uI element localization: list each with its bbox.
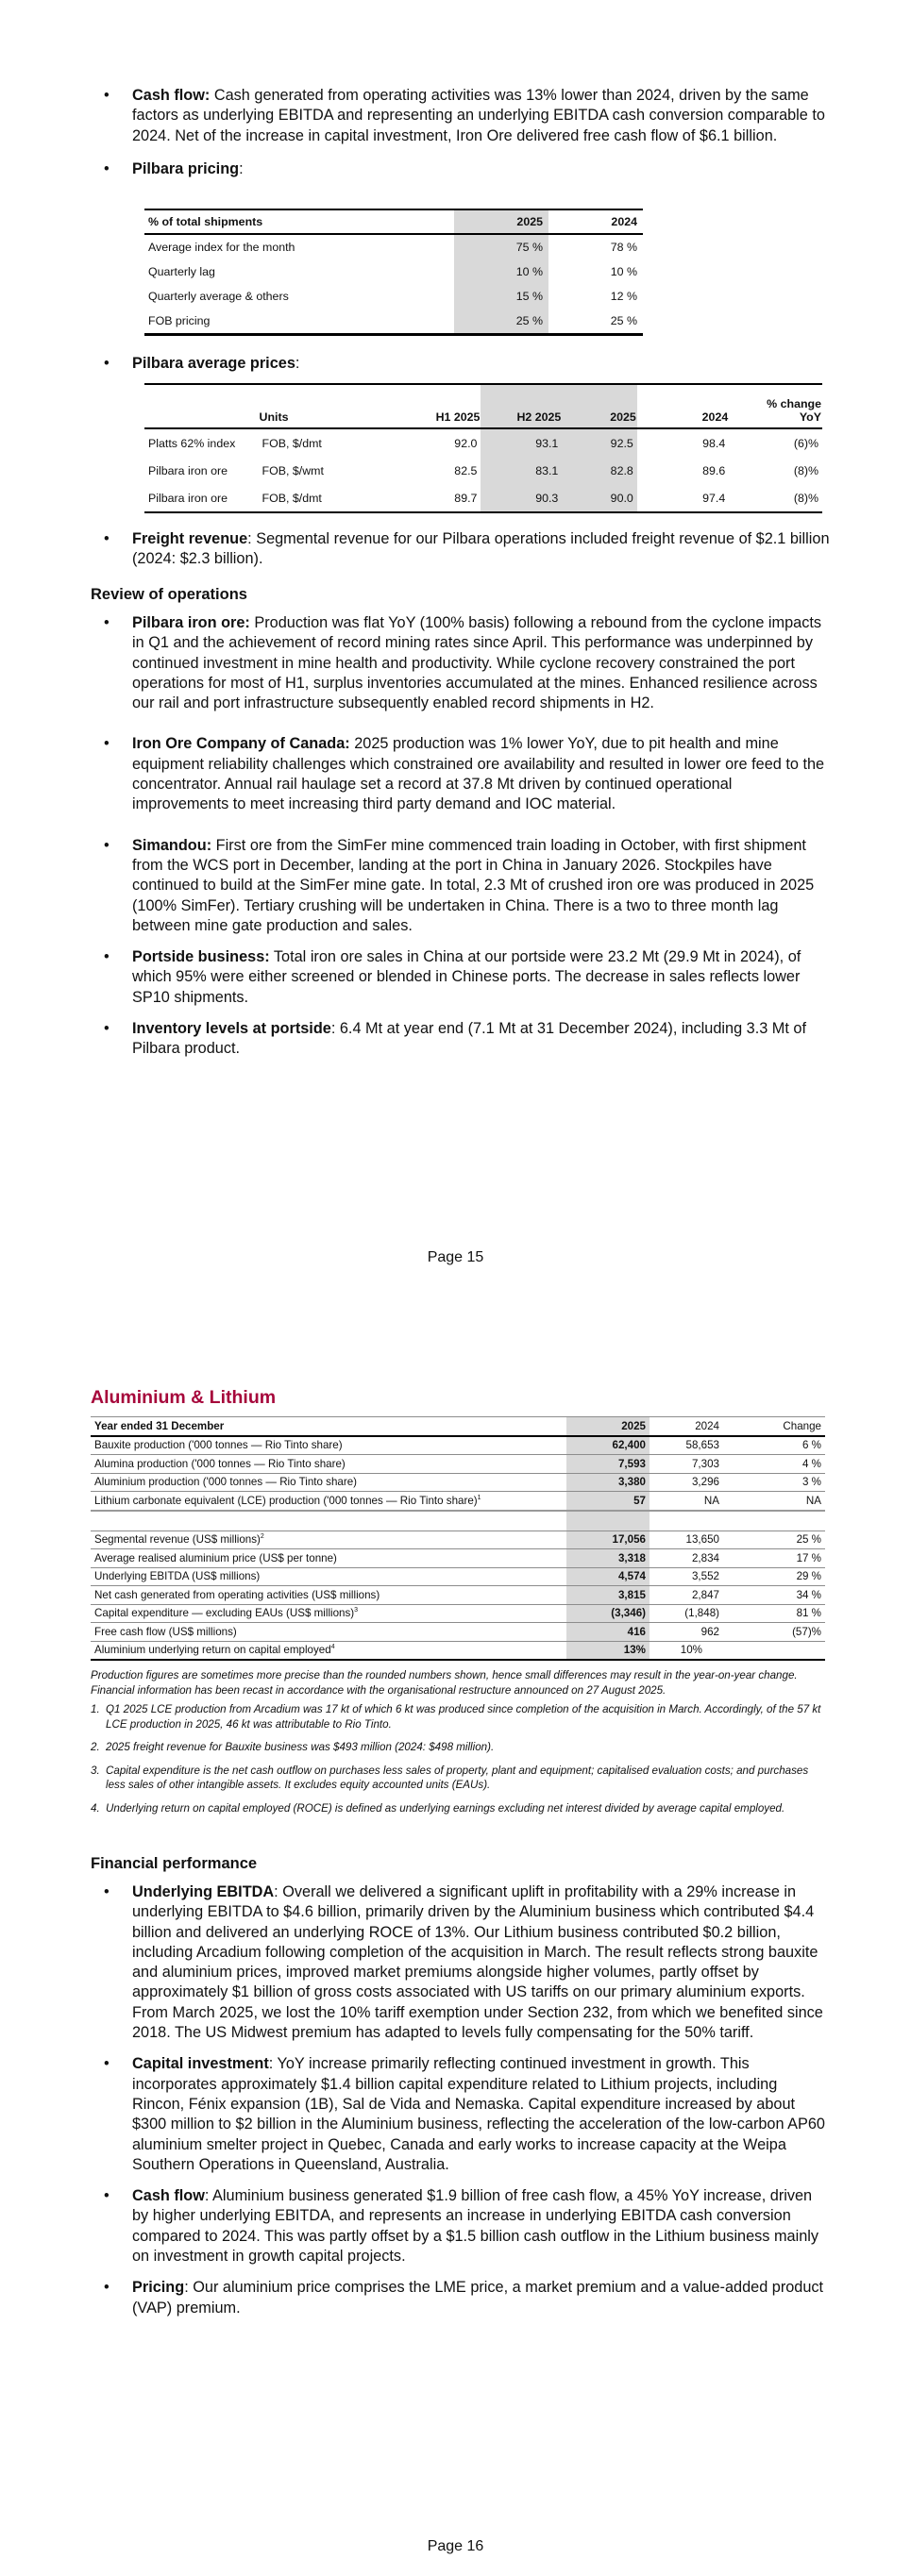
col-header-line2: YoY [799, 410, 821, 424]
row-label [91, 1473, 566, 1492]
footnote-number: 1. [91, 1703, 100, 1715]
cell: (8)% [793, 491, 818, 505]
bullet-capital-investment [91, 2054, 832, 2175]
bullet-label: Portside business: [132, 948, 270, 966]
table-header-row [91, 1417, 825, 1436]
col-header: 2024 [611, 215, 637, 228]
bullet-cash-flow [91, 86, 832, 146]
bullet-label: Capital investment [132, 2055, 269, 2073]
bullet-inventory-levels [91, 1019, 832, 1060]
cell-2025: 3,318 [566, 1549, 650, 1568]
col-header: 2025 [562, 384, 636, 428]
bullet-text: : Overall we delivered a significant uplift in profitability with a 29% increase in underlying EBITDA to $4.6 billion, primarily driven by the Aluminium business which contributed $4.4 billion and delivered an underlying ROCE of 13%. Our Lithium business contributed $0.2 billion, including Arcadium following completion of the acquisition in March. The result reflects strong bauxite and aluminium prices, improved market premiums alongside higher volumes, partly offset by approximately $1 billion of gross costs associated with US tariffs on our primary aluminium exports. From March 2025, we lost the 10% tariff exemption under Section 232, from which we benefited since 2018. The US Midwest premium has adapted to levels fully compensating for the 50% tariff. [132, 1883, 823, 2042]
cell: 10 % [610, 265, 637, 278]
spacer-row [91, 1511, 825, 1531]
col-header: % of total shipments [148, 215, 263, 228]
col-header: 2024 [650, 1417, 723, 1436]
col-header-line1: % change [767, 397, 821, 410]
bullet-label: Cash flow: [132, 87, 211, 104]
cell: 82.5 [454, 463, 478, 477]
cell-change: 6 % [723, 1436, 825, 1455]
cell-change: 3 % [723, 1473, 825, 1492]
table-row [91, 1604, 825, 1623]
bullet-pilbara-iron-ore [91, 613, 832, 713]
cell: 75 % [454, 234, 548, 259]
aluminium-lithium-table [91, 1416, 825, 1661]
col-header: H1 2025 [435, 410, 481, 424]
label-text: Average realised aluminium price (US$ per tonne) [94, 1551, 337, 1564]
cell: Quarterly average & others [148, 290, 289, 303]
footnote-number: 4. [91, 1801, 100, 1815]
cell: Pilbara iron ore [148, 463, 228, 477]
cell-2024: 962 [650, 1623, 723, 1642]
cell-2025: 62,400 [566, 1436, 650, 1455]
bullet-label: Pilbara average prices [132, 355, 295, 372]
cell: 83.1 [481, 457, 562, 484]
label-text: Aluminium production ('000 tonnes — Rio Tinto share) [94, 1476, 358, 1489]
cell: 92.5 [562, 428, 636, 457]
cell: FOB pricing [148, 314, 211, 327]
col-header: 2025 [454, 209, 548, 234]
cell-2024: NA [650, 1492, 723, 1511]
table-header-row [144, 384, 822, 428]
footnote-ref: 3 [354, 1607, 359, 1614]
cell-change: 81 % [723, 1604, 825, 1623]
cell-2024: 3,296 [650, 1473, 723, 1492]
cell: 92.0 [454, 436, 478, 450]
cell: 89.6 [702, 463, 726, 477]
bullet-text: : Aluminium business generated $1.9 billion of free cash flow, a 45% YoY increase, driven by higher underlying EBITDA, and represents an increase in underlying EBITDA cash conversion compared to 2024. This was partly offset by a $1.5 billion cash outflow in the Lithium business mainly on investment in growth capital projects. [132, 2187, 819, 2266]
row-label [91, 1604, 566, 1623]
bullet-portside-business [91, 947, 832, 1008]
bullet-suffix: : [239, 159, 244, 177]
cell-change [723, 1641, 825, 1660]
footnote-text: Capital expenditure is the net cash outflow on purchases less sales of property, plant and equipment; capitalised evaluation costs; and purchases less sales of other intangible assets. It excludes equity accounted units (EAUs). [106, 1764, 809, 1791]
cell-2025: 3,380 [566, 1473, 650, 1492]
label-text: Free cash flow (US$ millions) [94, 1625, 237, 1638]
freight-revenue-section [91, 529, 832, 581]
row-label [91, 1436, 566, 1455]
cell-2025: 7,593 [566, 1455, 650, 1474]
table-row [91, 1455, 825, 1474]
cell: Platts 62% index [148, 436, 236, 450]
bullet-pricing [91, 2278, 832, 2318]
bullet-underlying-ebitda [91, 1882, 832, 2043]
label-text: Alumina production ('000 tonnes — Rio Tinto share) [94, 1457, 346, 1470]
footnote-item [91, 1702, 827, 1731]
row-label [91, 1641, 566, 1660]
table-row [144, 284, 643, 309]
col-header-change [729, 384, 822, 428]
cell: 90.0 [562, 484, 636, 512]
footnote-number: 3. [91, 1764, 100, 1777]
section-heading: Financial performance [91, 1855, 258, 1872]
table-row [91, 1641, 825, 1660]
pilbara-avg-prices-section [91, 354, 832, 385]
label-text: Bauxite production ('000 tonnes — Rio Tinto share) [94, 1439, 343, 1452]
bullet-ioc [91, 734, 832, 814]
row-label [91, 1567, 566, 1586]
bullet-cash-flow [91, 2186, 832, 2267]
cell-2024: 2,847 [650, 1586, 723, 1605]
table-header-row [144, 209, 643, 234]
col-header: 2025 [566, 1417, 650, 1436]
table-row [144, 259, 643, 284]
label-text: Segmental revenue (US$ millions) [94, 1533, 261, 1547]
cell: 78 % [610, 241, 637, 254]
footnote-ref: 1 [477, 1494, 481, 1501]
table-row [91, 1492, 825, 1511]
page-number: Page 15 [427, 1249, 484, 1265]
cell: 89.7 [454, 491, 478, 505]
bullet-label: Pricing [132, 2279, 185, 2297]
bullet-pilbara-pricing [91, 159, 832, 179]
table-row [144, 309, 643, 335]
table-row [91, 1531, 825, 1549]
bullet-text: : Our aluminium price comprises the LME price, a market premium and a value-added product (VAP) premium. [132, 2279, 824, 2317]
footnote-ref: 2 [260, 1533, 264, 1541]
bullet-label: Cash flow [132, 2187, 205, 2205]
bullet-label: Underlying EBITDA [132, 1883, 275, 1900]
cell-2025: 13% [566, 1641, 650, 1660]
table-row [144, 457, 822, 484]
footnote-item [91, 1740, 827, 1755]
bullet-text: First ore from the SimFer mine commenced train loading in October, with first shipment from the WCS port in December, landing at the port in China in January 2026. Stockpiles have continued to build at the SimFer mine gate. In total, 2.3 Mt of crushed iron ore was produced in 2025 (100% SimFer). Tertiary crushing will be undertaken in China. There is a two to three month lag between mine gate production and sales. [132, 836, 815, 934]
cell-change: 4 % [723, 1455, 825, 1474]
cell-2025: (3,346) [566, 1604, 650, 1623]
bullet-simandou [91, 836, 832, 936]
bullet-label: Simandou: [132, 836, 212, 854]
cell-2025: 4,574 [566, 1567, 650, 1586]
cell-2025: 416 [566, 1623, 650, 1642]
footnote-item [91, 1801, 827, 1816]
row-label [91, 1586, 566, 1605]
bullet-pilbara-avg-prices [91, 354, 832, 374]
bullet-label: Freight revenue [132, 530, 248, 547]
cell-2024: 13,650 [650, 1531, 723, 1549]
col-header: 2024 [701, 410, 729, 424]
pilbara-pricing-table [144, 209, 643, 336]
table-row [144, 428, 822, 457]
cell: 93.1 [481, 428, 562, 457]
review-of-operations-section [91, 586, 832, 1071]
cell-change: 34 % [723, 1586, 825, 1605]
cash-flow-section [91, 86, 832, 191]
bullet-suffix: : [295, 355, 300, 372]
bullet-text: : Segmental revenue for our Pilbara operations included freight revenue of $2.1 billion (2024: $2.3 billion). [132, 530, 830, 568]
row-label [91, 1623, 566, 1642]
cell-2024: 58,653 [650, 1436, 723, 1455]
col-header [144, 384, 259, 428]
table-row [91, 1586, 825, 1605]
table-footnotes [91, 1668, 827, 1824]
section-heading: Review of operations [91, 586, 247, 603]
cell: FOB, $/dmt [261, 491, 322, 505]
col-header: Year ended 31 December [91, 1417, 566, 1436]
footnote-text: 2025 freight revenue for Bauxite business was $493 million (2024: $498 million). [106, 1741, 495, 1753]
cell-2024: 10% [650, 1641, 723, 1660]
row-label [91, 1455, 566, 1474]
cell: 82.8 [562, 457, 636, 484]
label-text: Net cash generated from operating activities (US$ millions) [94, 1588, 380, 1601]
cell-2025: 57 [566, 1492, 650, 1511]
footnote-text: Underlying return on capital employed (ROCE) is defined as underlying earnings excluding net interest divided by average capital employed. [106, 1801, 785, 1815]
bullet-text: : 6.4 Mt at year end (7.1 Mt at 31 December 2024), including 3.3 Mt of Pilbara product. [132, 1020, 806, 1058]
cell-change: 17 % [723, 1549, 825, 1568]
pilbara-avg-prices-table [144, 383, 822, 513]
cell-change: NA [723, 1492, 825, 1511]
page-number: Page 16 [427, 2538, 484, 2554]
footnote-item [91, 1764, 827, 1793]
cell: 25 % [454, 309, 548, 335]
footnote-ref: 4 [330, 1644, 335, 1651]
cell: 10 % [454, 259, 548, 284]
bullet-freight-revenue [91, 529, 832, 570]
bullet-label: Pilbara iron ore: [132, 614, 250, 631]
table-row [144, 234, 643, 259]
cell-2024: 7,303 [650, 1455, 723, 1474]
cell-change: 29 % [723, 1567, 825, 1586]
label-text: Underlying EBITDA (US$ millions) [94, 1570, 261, 1583]
cell: 12 % [610, 290, 637, 303]
table-row [144, 484, 822, 512]
row-label [91, 1492, 566, 1511]
cell-2024: 2,834 [650, 1549, 723, 1568]
row-label [91, 1549, 566, 1568]
section-title: Aluminium & Lithium [91, 1387, 277, 1408]
footnote-intro: Production figures are sometimes more precise than the rounded numbers shown, hence small differences may result in the year-on-year change. Financial information has been recast in accordance with the organisational restructure announced on 27 August 2025. [91, 1669, 798, 1697]
col-header: Change [723, 1417, 825, 1436]
cell: 98.4 [702, 436, 726, 450]
cell-change: (57)% [723, 1623, 825, 1642]
cell: FOB, $/wmt [261, 463, 324, 477]
table-row [91, 1623, 825, 1642]
financial-performance-section [91, 1855, 832, 2330]
table-row [91, 1436, 825, 1455]
table-row [91, 1473, 825, 1492]
table-row [91, 1549, 825, 1568]
cell-2025: 3,815 [566, 1586, 650, 1605]
cell: (8)% [793, 463, 818, 477]
bullet-text: Total iron ore sales in China at our portside were 23.2 Mt (29.9 Mt in 2024), of which 95% were either screened or blended in Chinese ports. The decrease in sales reflects lower SP10 shipments. [132, 948, 801, 1006]
cell: (6)% [793, 436, 818, 450]
cell-2024: 3,552 [650, 1567, 723, 1586]
cell: 25 % [610, 314, 637, 327]
col-header: H2 2025 [481, 384, 562, 428]
bullet-text: Cash generated from operating activities was 13% lower than 2024, driven by the same factors as underlying EBITDA and representing an underlying EBITDA cash conversion comparable to 2024. Net of the increase in capital investment, Iron Ore delivered free cash flow of $6.1 billion. [132, 87, 825, 144]
cell: Quarterly lag [148, 265, 215, 278]
cell: 90.3 [481, 484, 562, 512]
bullet-label: Iron Ore Company of Canada: [132, 735, 350, 753]
bullet-text: : YoY increase primarily reflecting continued investment in growth. This incorporates approximately $1.4 billion capital expenditure related to Lithium projects, including Rincon, Fénix expansion (1B), Sal de Vida and Nemaska. Capital expenditure increased by about $300 million to $2 billion in the Aluminium business, reflecting the acceleration of the low-carbon AP60 aluminium smelter project in Quebec, Canada and early works to increase capacity at the Weipa Southern Operations in Queensland, Australia. [132, 2055, 825, 2173]
cell: 97.4 [702, 491, 726, 505]
table-row [91, 1567, 825, 1586]
cell: FOB, $/dmt [261, 436, 322, 450]
label-text: Lithium carbonate equivalent (LCE) production ('000 tonnes — Rio Tinto share) [94, 1494, 478, 1507]
cell-change: 25 % [723, 1531, 825, 1549]
footnote-number: 2. [91, 1741, 100, 1753]
row-label [91, 1531, 566, 1549]
col-header: Units [259, 410, 289, 424]
cell: Average index for the month [148, 241, 295, 254]
label-text: Aluminium underlying return on capital employed [94, 1644, 331, 1657]
bullet-label: Pilbara pricing [132, 159, 240, 177]
bullet-label: Inventory levels at portside [132, 1020, 331, 1038]
bullet-text: Production was flat YoY (100% basis) following a rebound from the cyclone impacts in Q1 and the achievement of record mining rates since April. This performance was underpinned by continued investment in mine health and productivity. While cyclone recovery constrained the port operations for most of H1, surplus inventories accumulated at the mines. Enhanced resilience across our rail and port infrastructure subsequently enabled record shipments in H2. [132, 614, 822, 712]
cell-2024: (1,848) [650, 1604, 723, 1623]
cell: 15 % [454, 284, 548, 309]
cell: Pilbara iron ore [148, 491, 228, 505]
cell-2025: 17,056 [566, 1531, 650, 1549]
bullet-text: 2025 production was 1% lower YoY, due to pit health and mine equipment reliability challenges which constrained ore availability and resulted in lower ore feed to the concentrator. Annual rail haulage set a record at 37.8 Mt driven by continued operational improvements to meet increasing third party demand and IOC material. [132, 735, 825, 813]
footnote-text: Q1 2025 LCE production from Arcadium was 17 kt of which 6 kt was produced since completion of the acquisition in March. Accordingly, of the 57 kt LCE production in 2025, 46 kt was attributable to Rio Tinto. [106, 1703, 821, 1731]
label-text: Capital expenditure — excluding EAUs (US$ millions) [94, 1607, 355, 1620]
